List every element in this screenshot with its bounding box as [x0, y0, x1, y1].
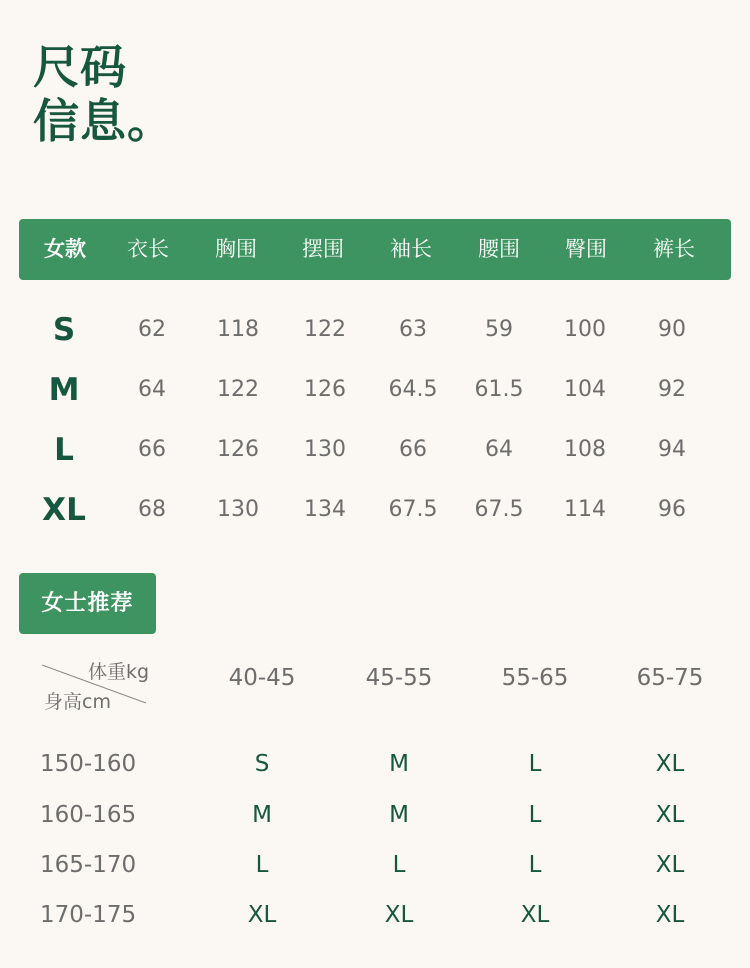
weight-range: 65-75 — [636, 665, 704, 691]
size-label: XL — [42, 492, 86, 528]
recommended-size: XL — [384, 902, 414, 928]
weight-range: 55-65 — [501, 665, 569, 691]
height-range: 150-160 — [40, 751, 137, 777]
size-value: 92 — [658, 377, 686, 402]
size-value: 62 — [138, 317, 166, 342]
recommended-size: L — [528, 852, 542, 878]
header-length: 衣长 — [127, 237, 169, 261]
recommended-size: M — [389, 751, 409, 777]
header-chest: 胸围 — [215, 237, 257, 261]
size-row — [0, 310, 750, 350]
size-value: 130 — [217, 497, 259, 522]
recommended-size: L — [392, 852, 406, 878]
title-line-2: 信息。 — [33, 94, 174, 148]
size-value: 67.5 — [474, 497, 524, 522]
recommended-size: L — [528, 751, 542, 777]
height-axis-label: 身高cm — [44, 691, 111, 713]
recommended-size: M — [389, 802, 409, 828]
recommendation-row — [0, 897, 750, 933]
size-value: 130 — [304, 437, 346, 462]
height-range: 165-170 — [40, 852, 137, 878]
weight-range: 40-45 — [228, 665, 296, 691]
title-line-1: 尺码 — [33, 40, 127, 94]
recommended-size: XL — [655, 852, 685, 878]
size-table-header — [19, 219, 731, 280]
size-row — [0, 370, 750, 410]
size-row — [0, 490, 750, 530]
size-value: 108 — [564, 437, 606, 462]
size-value: 68 — [138, 497, 166, 522]
size-label: L — [54, 432, 74, 468]
size-value: 100 — [564, 317, 606, 342]
page-title — [33, 40, 174, 148]
recommended-size: XL — [520, 902, 550, 928]
size-value: 114 — [564, 497, 606, 522]
recommendation-row — [0, 746, 750, 782]
recommended-size: XL — [247, 902, 277, 928]
recommended-size: XL — [655, 802, 685, 828]
size-value: 126 — [304, 377, 346, 402]
size-label: M — [48, 372, 80, 408]
size-value: 66 — [138, 437, 166, 462]
size-value: 64 — [138, 377, 166, 402]
header-women-style: 女款 — [44, 237, 86, 261]
size-value: 104 — [564, 377, 606, 402]
size-value: 134 — [304, 497, 346, 522]
header-sleeve: 袖长 — [390, 237, 432, 261]
size-value: 90 — [658, 317, 686, 342]
header-hem: 摆围 — [302, 237, 344, 261]
size-value: 61.5 — [474, 377, 524, 402]
size-value: 96 — [658, 497, 686, 522]
size-value: 67.5 — [388, 497, 438, 522]
header-waist: 腰围 — [478, 237, 520, 261]
height-range: 170-175 — [40, 902, 137, 928]
recommendation-row — [0, 797, 750, 833]
size-value: 126 — [217, 437, 259, 462]
recommended-size: M — [252, 802, 272, 828]
recommended-size: L — [528, 802, 542, 828]
recommendation-corner-header — [40, 655, 160, 715]
recommended-size: S — [254, 751, 270, 777]
recommended-size: XL — [655, 751, 685, 777]
header-hip: 臀围 — [565, 237, 607, 261]
size-value: 59 — [485, 317, 513, 342]
size-value: 63 — [399, 317, 427, 342]
recommendation-badge: 女士推荐 — [19, 573, 156, 634]
weight-range: 45-55 — [365, 665, 433, 691]
size-label: S — [52, 312, 76, 348]
size-row — [0, 430, 750, 470]
height-range: 160-165 — [40, 802, 137, 828]
weight-axis-label: 体重kg — [88, 661, 150, 683]
size-value: 122 — [304, 317, 346, 342]
size-value: 64 — [485, 437, 513, 462]
recommended-size: XL — [655, 902, 685, 928]
size-value: 94 — [658, 437, 686, 462]
size-value: 64.5 — [388, 377, 438, 402]
size-value: 118 — [217, 317, 259, 342]
size-value: 122 — [217, 377, 259, 402]
recommended-size: L — [255, 852, 269, 878]
recommendation-row — [0, 847, 750, 883]
header-pants-length: 裤长 — [653, 237, 695, 261]
size-value: 66 — [399, 437, 427, 462]
